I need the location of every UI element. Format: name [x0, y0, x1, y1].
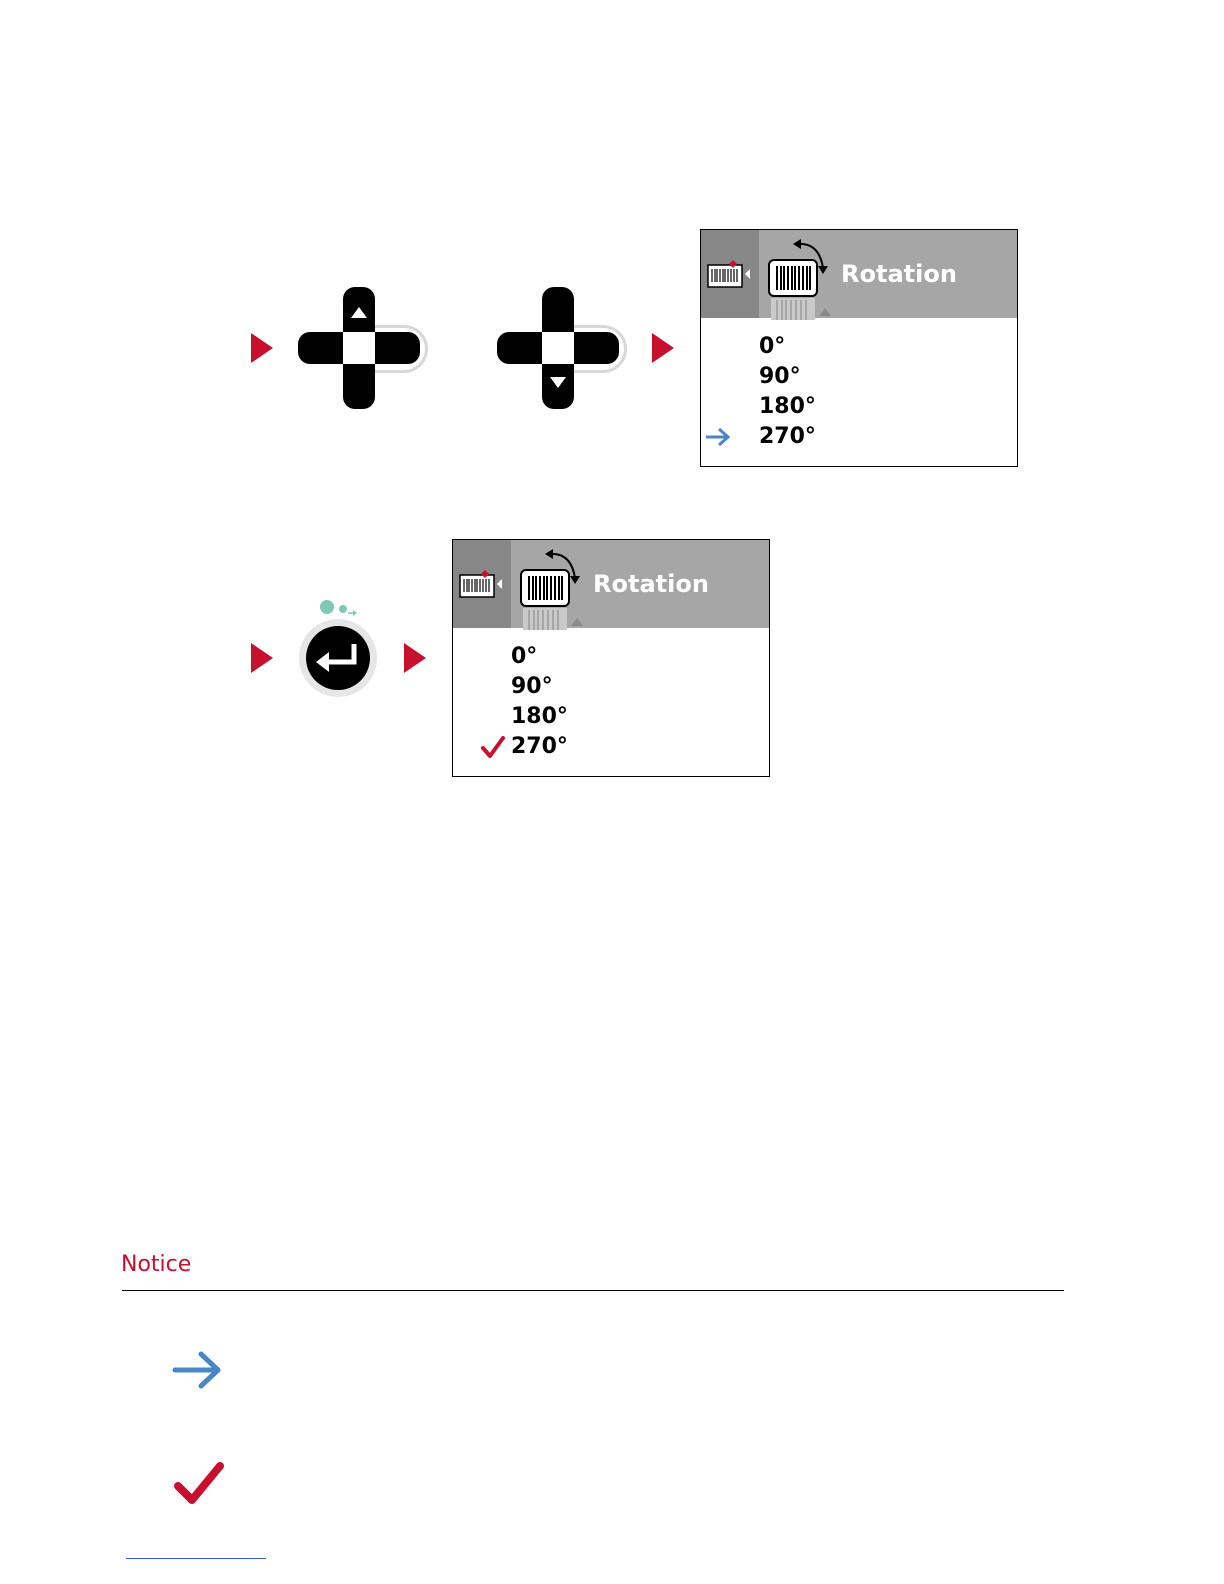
label-setup-icon: [707, 260, 755, 290]
step-arrow-icon: [251, 643, 273, 673]
step-arrow-icon: [404, 643, 426, 673]
lcd-screen-rotation-selected: [452, 539, 770, 777]
step-arrow-icon: [251, 333, 273, 363]
option-0[interactable]: 0°: [511, 644, 538, 669]
cursor-arrow-icon: [705, 427, 731, 447]
enter-button[interactable]: [298, 618, 378, 698]
option-0[interactable]: 0°: [759, 334, 786, 359]
rotation-icon: [519, 548, 585, 630]
dpad-down-button[interactable]: [497, 287, 627, 411]
screen-title: Rotation: [841, 260, 957, 288]
checkmark-icon: [174, 1462, 224, 1504]
option-270[interactable]: 270°: [511, 734, 568, 759]
step-arrow-icon: [652, 333, 674, 363]
label-setup-icon: [459, 570, 507, 600]
notice-divider: [122, 1290, 1064, 1291]
option-180[interactable]: 180°: [759, 394, 816, 419]
option-90[interactable]: 90°: [759, 364, 801, 389]
screen-title: Rotation: [593, 570, 709, 598]
footnote-rule: [126, 1558, 266, 1559]
up-arrow-icon: [351, 307, 367, 318]
notice-heading: Notice: [121, 1252, 192, 1277]
lcd-screen-rotation-cursor: [700, 229, 1018, 467]
feed-indicator-icon: [318, 598, 358, 618]
rotation-icon: [767, 238, 833, 320]
down-arrow-icon: [550, 377, 566, 388]
option-270[interactable]: 270°: [759, 424, 816, 449]
right-arrow-icon: [172, 1350, 224, 1390]
checkmark-icon: [481, 736, 505, 758]
option-180[interactable]: 180°: [511, 704, 568, 729]
dpad-up-button[interactable]: [298, 287, 428, 411]
option-90[interactable]: 90°: [511, 674, 553, 699]
